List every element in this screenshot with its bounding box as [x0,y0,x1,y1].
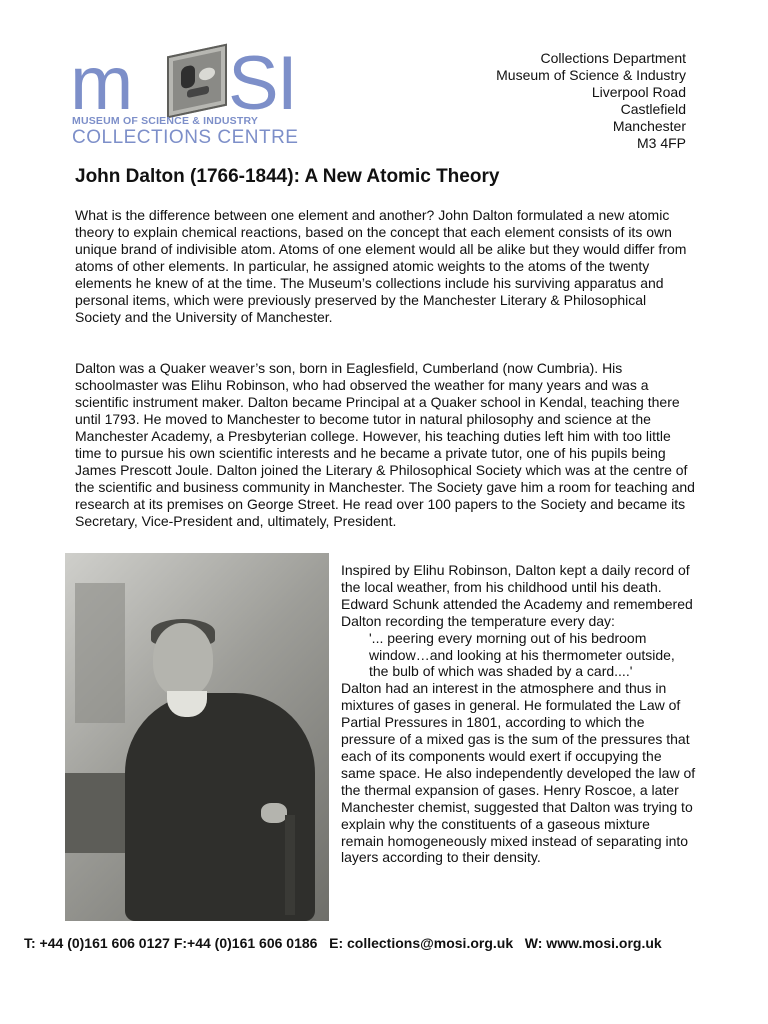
address-block [496,50,686,152]
address-line: Museum of Science & Industry [496,67,686,83]
biography-paragraph: Dalton was a Quaker weaver’s son, born in Eaglesfield, Cumberland (now Cumbria). His schoolmaster was Elihu Robinson, who had observed the weather for many years and was a scientific instrument maker. Dalton became Principal at a Quaker school in Kendal, teaching there until 1793. He moved to Manchester to become tutor in natural philosophy and science at the Manchester Academy, a Presbyterian college. However, his teaching duties left him with too little time to pursue his own scientific interests and he became a private tutor, one of his pupils being James Prescott Joule. Dalton joined the Literary & Philosophical Society which was at the centre of the scientific and business community in Manchester. The Society gave him a room for teaching and research at its premises on George Street. He read over 100 papers to the Society and became its Secretary, Vice-President and, ultimately, President. [75,360,695,529]
weather-intro: Inspired by Elihu Robinson, Dalton kept a daily record of the local weather, from his childhood until his death. Edward Schunk attended the Academy and remembered Dalton recording the temperature every day: [341,562,693,629]
specimen-tray-icon [167,44,227,119]
logo-letter-m: m [70,41,132,126]
address-line: Liverpool Road [591,84,686,100]
schunk-quote: '... peering every morning out of his bedroom window…and looking at his thermometer outside, the bulb of which was shaded by a card....' [369,629,675,680]
page-title: John Dalton (1766-1844): A New Atomic Theory [75,166,500,187]
mosi-logo [70,41,299,150]
intro-paragraph: What is the difference between one element and another? John Dalton formulated a new atomic theory to explain chemical reactions, based on the concept that each element consists of its own unique brand of indivisible atom. Atoms of one element would all be alike but they would differ from atoms of other elements. In particular, he assigned atomic weights to the atoms of the twenty elements he knew of at the time. The Museum’s collections include his surviving apparatus and personal items, which were previously preserved by the Manchester Literary & Philosophical Society and the University of Manchester. [75,207,687,325]
gases-paragraph: Dalton had an interest in the atmosphere and thus in mixtures of gases in general. He formulated the Law of Partial Pressures in 1801, according to which the pressure of a mixed gas is the sum of the pressures that each of its components would exert if occupying the same space. He also independently developed the law of the thermal expansion of gases. Henry Roscoe, a later Manchester chemist, suggested that Dalton was trying to explain why the constituents of a gaseous mixture remain homogeneously mixed instead of separating into layers according to their density. [341,680,696,866]
address-line: Collections Department [540,50,686,66]
logo-museum-name: MUSEUM OF SCIENCE & INDUSTRY [72,115,259,127]
address-line: Manchester [612,118,686,134]
contact-footer: T: +44 (0)161 606 0127 F:+44 (0)161 606 0186 E: collections@mosi.org.uk W: www.mosi.org.uk [24,935,662,951]
address-line: M3 4FP [636,135,686,151]
logo-letters-si: SI [228,41,296,126]
weather-column [341,562,696,866]
logo-collections-centre: COLLECTIONS CENTRE [72,127,299,148]
dalton-portrait-image [65,553,329,921]
address-line: Castlefield [620,101,686,117]
